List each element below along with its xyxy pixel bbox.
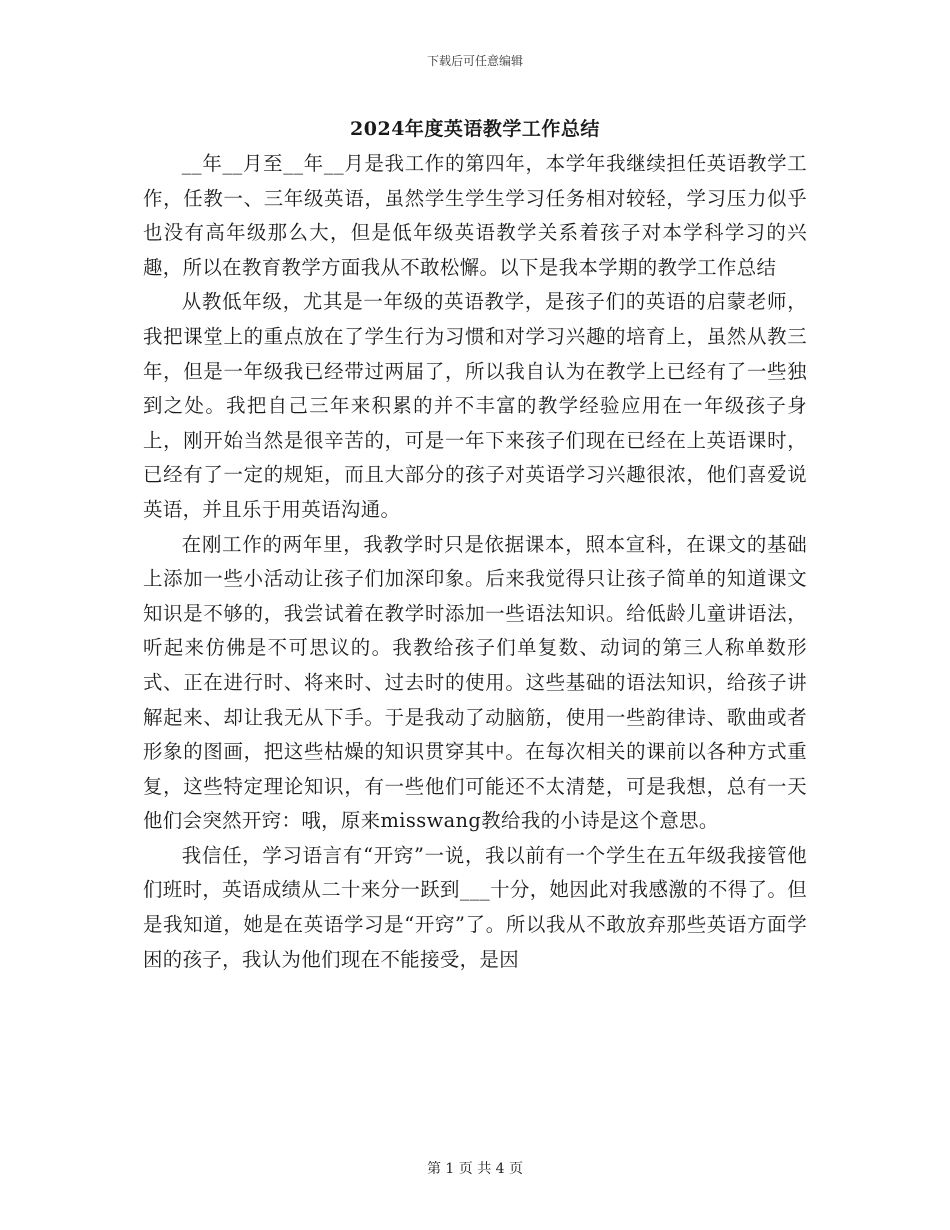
- paragraph-intro: __年__月至__年__月是我工作的第四年，本学年我继续担任英语教学工作，任教一、三年级英语，虽然学生学生学习任务相对较轻，学习压力似乎也没有高年级那么大，但是低年级英语教学关系着孩子对本学科学习的兴趣，所以在教育教学方面我从不敢松懈。以下是我本学期的教学工作总结: [143, 152, 807, 279]
- paragraph-enlightenment: 我信任，学习语言有“开窍”一说，我以前有一个学生在五年级我接管他们班时，英语成绩从二十来分一跃到___十分，她因此对我感激的不得了。但是我知道，她是在英语学习是“开窍”了。所以我从不敢放弃那些英语方面学困的孩子，我认为他们现在不能接受，是因: [143, 843, 807, 971]
- document-title: 2024年度英语教学工作总结: [350, 118, 600, 140]
- paragraph-low-grade-teaching: 从教低年级，尤其是一年级的英语教学，是孩子们的英语的启蒙老师，我把课堂上的重点放在了学生行为习惯和对学习兴趣的培育上，虽然从教三年，但是一年级我已经带过两届了，所以我自认为在教学上已经有了一些独到之处。我把自己三年来积累的并不丰富的教学经验应用在一年级孩子身上，刚开始当然是很辛苦的，可是一年下来孩子们现在已经在上英语课时，已经有了一定的规矩，而且大部分的孩子对英语学习兴趣很浓，他们喜爱说英语，并且乐于用英语沟通。: [143, 290, 807, 521]
- document-body: [143, 147, 807, 977]
- page-header-note: 下载后可任意编辑: [426, 54, 523, 68]
- page-number: 第 1 页 共 4 页: [426, 1161, 524, 1177]
- paragraph-grammar-teaching: 在刚工作的两年里，我教学时只是依据课本，照本宣科，在课文的基础上添加一些小活动让孩子们加深印象。后来我觉得只让孩子简单的知道课文知识是不够的，我尝试着在教学时添加一些语法知识。给低龄儿童讲语法，听起来仿佛是不可思议的。我教给孩子们单复数、动词的第三人称单数形式、正在进行时、将来时、过去时的使用。这些基础的语法知识，给孩子讲解起来、却让我无从下手。于是我动了动脑筋，使用一些韵律诗、歌曲或者形象的图画，把这些枯燥的知识贯穿其中。在每次相关的课前以各种方式重复，这些特定理论知识，有一些他们可能还不太清楚，可是我想，总有一天他们会突然开窍：哦，原来misswang教给我的小诗是这个意思。: [143, 532, 807, 833]
